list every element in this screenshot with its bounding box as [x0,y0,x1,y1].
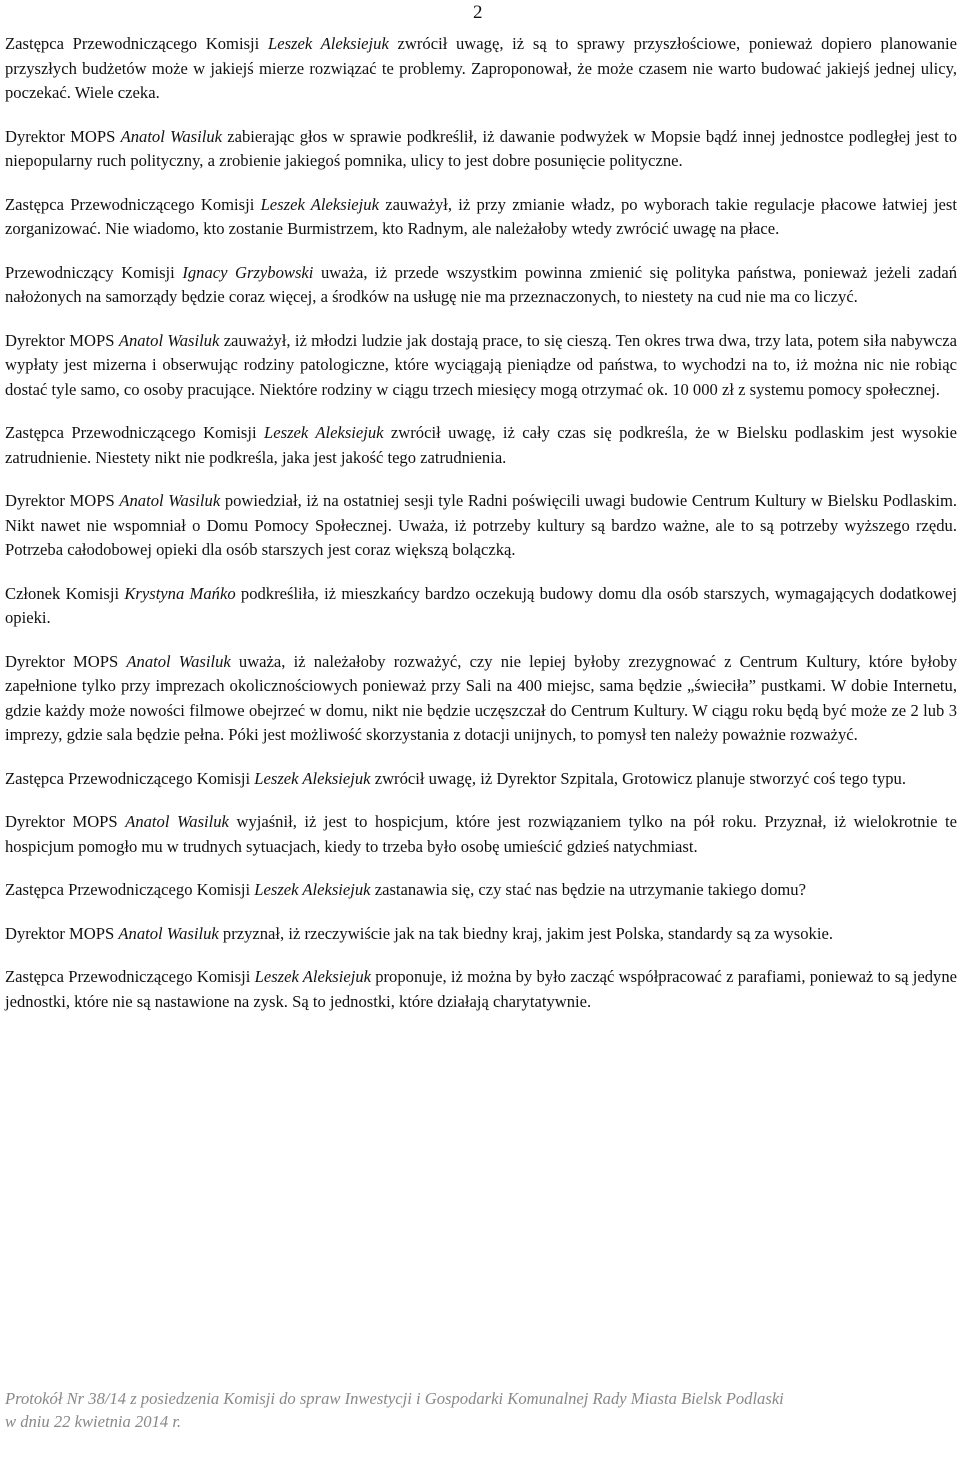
paragraph [5,125,957,174]
paragraph-text: zwrócił uwagę, iż są to sprawy przyszłościowe, ponieważ dopiero planowanie przyszłych budżetów może w jakiejś mierze rozwiązać te problemy. Zaproponował, że może czasem nie warto budować jakiejś jednej ulicy, poczekać. Wiele czeka. [5,34,958,102]
speaker-name: Leszek Aleksiejuk [254,880,371,899]
paragraph-text: zastanawia się, czy stać nas będzie na utrzymanie takiego domu? [370,880,806,899]
speaker-name: Leszek Aleksiejuk [254,967,371,986]
paragraph [5,767,957,792]
paragraph [5,878,957,903]
speaker-role: Przewodniczący Komisji [5,262,175,282]
paragraph-text: zwrócił uwagę, iż cały czas się podkreśla, że w Bielsku podlaskim jest wysokie zatrudnienie. Niestety nikt nie podkreśla, jaka jest jakość tego zatrudnienia. [5,423,957,467]
paragraph-text: zwrócił uwagę, iż Dyrektor Szpitala, Grotowicz planuje stworzyć coś tego typu. [370,768,907,788]
speaker-role: Członek Komisji [5,583,120,603]
speaker-role: Zastępca Przewodniczącego Komisji [5,768,251,788]
paragraph [5,582,957,631]
speaker-role: Dyrektor MOPS [5,126,116,146]
paragraph-text: uważa, iż należałoby rozważyć, czy nie lepiej byłoby zrezygnować z Centrum Kultury, które byłoby zapełnione tylko przy imprezach okolicznościowych ponieważ przy Sali na 400 miejsc, sama będzie „świeciła” pustkami. W dobie Internetu, gdzie każdy może nowości filmowe obejrzeć w domu, nikt nie będzie uczęszczał do Centrum Kultury. W ciągu roku będą być może ze 2 lub 3 imprezy, gdzie sala będzie pełna. Póki jest możliwość skorzystania z dotacji unijnych, to pomysł ten należy poważnie rozważyć. [5,651,957,744]
speaker-name: Leszek Aleksiejuk [260,194,379,214]
speaker-name: Krystyna Mańko [124,583,236,603]
paragraph [5,193,957,242]
speaker-name: Leszek Aleksiejuk [267,34,389,53]
paragraph-text: zauważył, iż przy zmianie władz, po wyborach takie regulacje płacowe łatwiej jest zorganizować. Nie wiadomo, kto zostanie Burmistrzem, kto Radnym, ale należałoby wtedy zwrócić uwagę na płace. [5,194,957,238]
speaker-role: Zastępca Przewodniczącego Komisji [5,423,257,442]
speaker-role: Dyrektor MOPS [5,923,115,943]
paragraph-text: podkreśliła, iż mieszkańcy bardzo oczekują budowy domu dla osób starszych, wymagających dodatkowej opieki. [5,583,957,627]
speaker-name: Anatol Wasiluk [118,330,220,350]
paragraph [5,421,957,470]
paragraph-text: zabierając głos w sprawie podkreślił, iż dawanie podwyżek w Mopsie bądź innej jednostce podległej jest to niepopularny ruch polityczny, a zrobienie jakiegoś pomnika, ulicy to jest dobre posunięcie polityczne. [5,126,957,170]
speaker-role: Dyrektor MOPS [5,491,115,510]
speaker-role: Dyrektor MOPS [5,330,115,350]
page-number: 2 [473,2,483,23]
paragraph [5,650,957,748]
speaker-name: Anatol Wasiluk [118,923,219,943]
speaker-role: Dyrektor MOPS [5,812,118,831]
paragraph-text: uważa, iż przede wszystkim powinna zmienić się polityka państwa, ponieważ jeżeli zadań nałożonych na samorządy będzie coraz więcej, a środków na usługę nie ma przeznaczonych, to niestety na cud nie ma co liczyć. [5,262,958,306]
speaker-name: Anatol Wasiluk [125,812,229,831]
paragraph-text: proponuje, iż można by było zacząć współpracować z parafiami, ponieważ to są jedyne jednostki, które nie są nastawione na zysk. Są to jednostki, które działają charytatywnie. [5,967,958,1011]
paragraph-text: przyznał, iż rzeczywiście jak na tak biedny kraj, jakim jest Polska, standardy są za wysokie. [218,923,833,943]
speaker-name: Anatol Wasiluk [119,491,221,510]
speaker-name: Leszek Aleksiejuk [254,768,371,788]
speaker-role: Zastępca Przewodniczącego Komisji [5,34,260,53]
speaker-name: Anatol Wasiluk [120,126,223,146]
speaker-name: Ignacy Grzybowski [182,262,314,282]
speaker-role: Zastępca Przewodniczącego Komisji [5,967,251,986]
paragraph [5,329,957,403]
footer-line: Protokół Nr 38/14 z posiedzenia Komisji do spraw Inwestycji i Gospodarki Komunalnej Rady Miasta Bielsk Podlaski [5,1389,784,1408]
paragraph [5,810,957,859]
footer-line: w dniu 22 kwietnia 2014 r. [5,1412,182,1431]
paragraph [5,965,957,1014]
paragraph [5,261,957,310]
paragraph [5,32,957,106]
paragraph [5,922,957,947]
speaker-name: Anatol Wasiluk [126,651,231,671]
document-body [5,32,957,1033]
speaker-role: Dyrektor MOPS [5,651,119,671]
speaker-name: Leszek Aleksiejuk [264,423,384,442]
paragraph-text: zauważył, iż młodzi ludzie jak dostają prace, to się cieszą. Ten okres trwa dwa, trzy lata, potem siła nabywcza wypłaty jest mizerna i obserwując rodziny patologiczne, które wyciągają pieniądze od państwa, to wychodzi na to, iż można nic nie robiąc dostać tyle samo, co osoby pracujące. Niektóre rodziny w ciągu trzech miesięcy mogą otrzymać ok. 10 000 zł z systemu pomocy społecznej. [5,330,957,399]
page-footer [5,1387,957,1433]
paragraph-text: powiedział, iż na ostatniej sesji tyle Radni poświęcili uwagi budowie Centrum Kultury w Bielsku Podlaskim. Nikt nawet nie wspomniał o Domu Pomocy Społecznej. Uważa, iż potrzeby kultury są bardzo ważne, ale to są potrzeby wyższego rzędu. Potrzeba całodobowej opieki dla osób starszych jest coraz większą bolączką. [5,491,958,559]
paragraph [5,489,957,563]
speaker-role: Zastępca Przewodniczącego Komisji [5,194,255,214]
paragraph-text: wyjaśnił, iż jest to hospicjum, które jest rozwiązaniem tylko na pół roku. Przyznał, iż wielokrotnie te hospicjum pomogło mu w trudnych sytuacjach, kiedy to trzeba było osobę umieścić gdzieś natychmiast. [5,812,957,856]
speaker-role: Zastępca Przewodniczącego Komisji [5,880,251,899]
